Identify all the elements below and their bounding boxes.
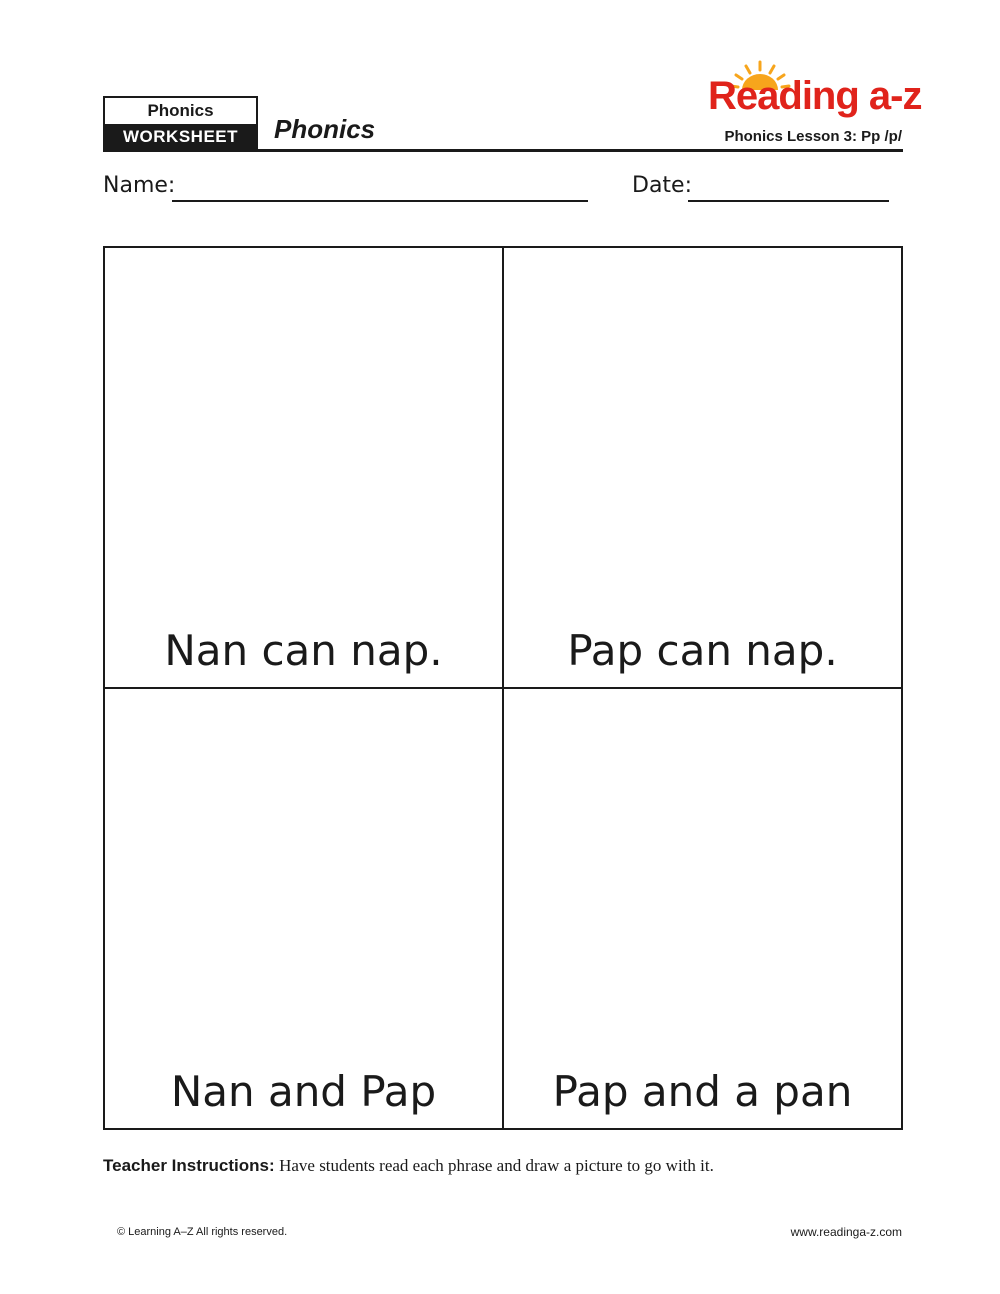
badge-type: WORKSHEET [105,124,256,150]
phrase-text: Pap can nap. [567,626,838,675]
logo-wordmark: Reading a-z [708,74,922,118]
date-field-line[interactable] [688,200,889,202]
date-label: Date: [632,173,692,198]
drawing-box-4[interactable] [503,688,901,1128]
drawing-box-3[interactable] [105,688,503,1128]
teacher-instructions [103,1156,714,1176]
name-label: Name: [103,173,176,198]
name-field-line[interactable] [172,200,588,202]
worksheet-badge [103,96,258,152]
instructions-label: Teacher Instructions: [103,1156,275,1175]
page-title: Phonics [274,114,376,144]
phrase-text: Nan can nap. [164,626,443,675]
website-url: www.readinga-z.com [790,1225,902,1239]
instructions-text: Have students read each phrase and draw a picture to go with it. [279,1156,714,1175]
lesson-label: Phonics Lesson 3: Pp /p/ [724,128,902,145]
reading-az-logo [700,58,922,123]
drawing-grid [103,246,903,1130]
drawing-box-1[interactable] [105,248,503,688]
phrase-text: Nan and Pap [170,1067,437,1116]
copyright-text: © Learning A–Z All rights reserved. [117,1226,288,1238]
badge-subject: Phonics [147,101,214,120]
header-divider [103,149,903,152]
drawing-box-2[interactable] [503,248,901,688]
phrase-text: Pap and a pan [552,1067,853,1116]
